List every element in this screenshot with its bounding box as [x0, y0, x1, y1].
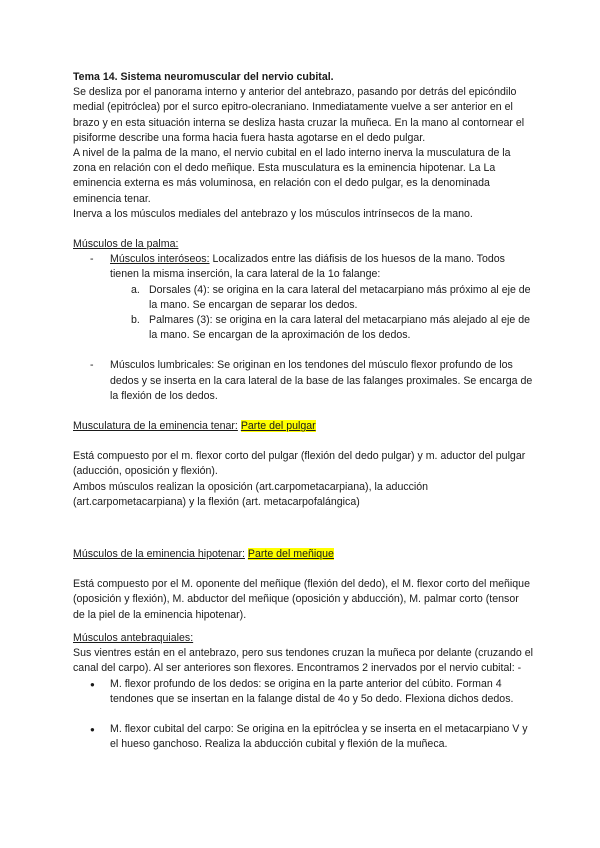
tenar-paragraph-1: Está compuesto por el m. flexor corto del pulgar (flexión del dedo pulgar) y m. aductor del pulgar (aducción, oposición y flexión). — [73, 450, 526, 478]
antebraquiales-heading: Músculos antebraquiales: — [73, 631, 194, 644]
hipotenar-heading — [73, 547, 533, 562]
flexor-cubital-text: M. flexor cubital del carpo: Se origina en la epitróclea y se inserta en el metacarpiano V y el hueso ganchoso. Realiza la abducción cubital y flexión de la muñeca. — [110, 722, 528, 751]
flexor-profundo-text: M. flexor profundo de los dedos: se origina en la parte anterior del cúbito. Forman 4 tendones que se insertan en la falange distal de 4o y 5o dedo. Flexiona dichos dedos. — [110, 677, 514, 705]
palm-section-heading: Músculos de la palma: — [73, 238, 179, 251]
palmares-item — [131, 313, 533, 343]
alpha-marker: b. — [131, 314, 140, 327]
hipotenar-paragraph: Está compuesto por el M. oponente del meñique (flexión del dedo), el M. flexor corto del meñique (oposición y flexión), M. abductor del meñique (oposición y abducción), M. palmar corto (tensor de la piel de la eminencia hipotenar). — [73, 578, 530, 621]
interoseos-item — [90, 252, 533, 282]
palmares-text: Palmares (3): se origina en la cara lateral del metacarpiano más alejado al eje de la mano. Se encargan de la aproximación de los dedos. — [149, 314, 530, 342]
flexor-cubital-item — [90, 722, 533, 752]
lumbricales-text: Músculos lumbricales: Se originan en los tendones del músculo flexor profundo de los dedos y se inserta en la cara lateral de la base de las falanges proximales. Se encarga de la flexión de los dedos. — [110, 359, 533, 402]
intro-paragraph: Se desliza por el panorama interno y anterior del antebrazo, pasando por detrás del epicóndilo medial (epitróclea) por el surco epitro-olecraniano. Inmediatamente vuelve a ser anterior en el brazo y en esta situación interna se desliza hasta cruzar la muñeca. En la mano al contornear el pisiforme describe una forma hacia fuera hasta agotarse en el dedo pulgar. — [73, 86, 525, 144]
dash-marker: - — [90, 359, 94, 372]
flexor-profundo-item — [90, 677, 533, 707]
dash-marker: - — [90, 253, 94, 266]
hipotenar-highlight: Parte del meñique — [247, 548, 334, 561]
bullet-marker: ● — [90, 679, 95, 689]
interoseos-label: Músculos interóseos: — [110, 253, 210, 266]
palm-paragraph: A nivel de la palma de la mano, el nervio cubital en el lado interno inerva la musculatura de la zona en relación con el dedo meñique. Esta musculatura es la eminencia hipotenar. La La eminencia externa es más voluminosa, en relación con el dedo pulgar, es la denominada eminencia tenar. — [73, 147, 511, 205]
hipotenar-heading-label: Músculos de la eminencia hipotenar: — [73, 548, 245, 561]
antebraquiales-paragraph: Sus vientres están en el antebrazo, pero sus tendones cruzan la muñeca por delante (cruzando el canal del carpo). Al ser anteriores son flexores. Encontramos 2 inervados por el nervio cubital: - — [73, 647, 533, 675]
tenar-heading-label: Musculatura de la eminencia tenar: — [73, 420, 238, 433]
document-title: Tema 14. Sistema neuromuscular del nervio cubital. — [73, 71, 334, 83]
tenar-heading — [73, 419, 533, 434]
dorsales-text: Dorsales (4): se origina en la cara lateral del metacarpiano más próximo al eje de la mano. Se encargan de separar los dedos. — [149, 283, 531, 311]
interoseos-text: Localizados entre las diáfisis de los huesos de la mano. Todos tienen la misma inserción, la cara lateral de la 1o falange: — [110, 253, 505, 281]
tenar-paragraph-2: Ambos músculos realizan la oposición (art.carpometacarpiana), la aducción (art.carpometacarpiana) y la flexión (art. metacarpofalángica) — [73, 480, 429, 508]
innervates-paragraph: Inerva a los músculos mediales del antebrazo y los músculos intrínsecos de la mano. — [73, 207, 473, 220]
lumbricales-item — [90, 358, 533, 404]
bullet-marker: ● — [90, 724, 95, 734]
dorsales-item — [131, 283, 533, 313]
document-page — [73, 70, 533, 752]
alpha-marker: a. — [131, 283, 140, 296]
tenar-highlight: Parte del pulgar — [240, 420, 316, 433]
